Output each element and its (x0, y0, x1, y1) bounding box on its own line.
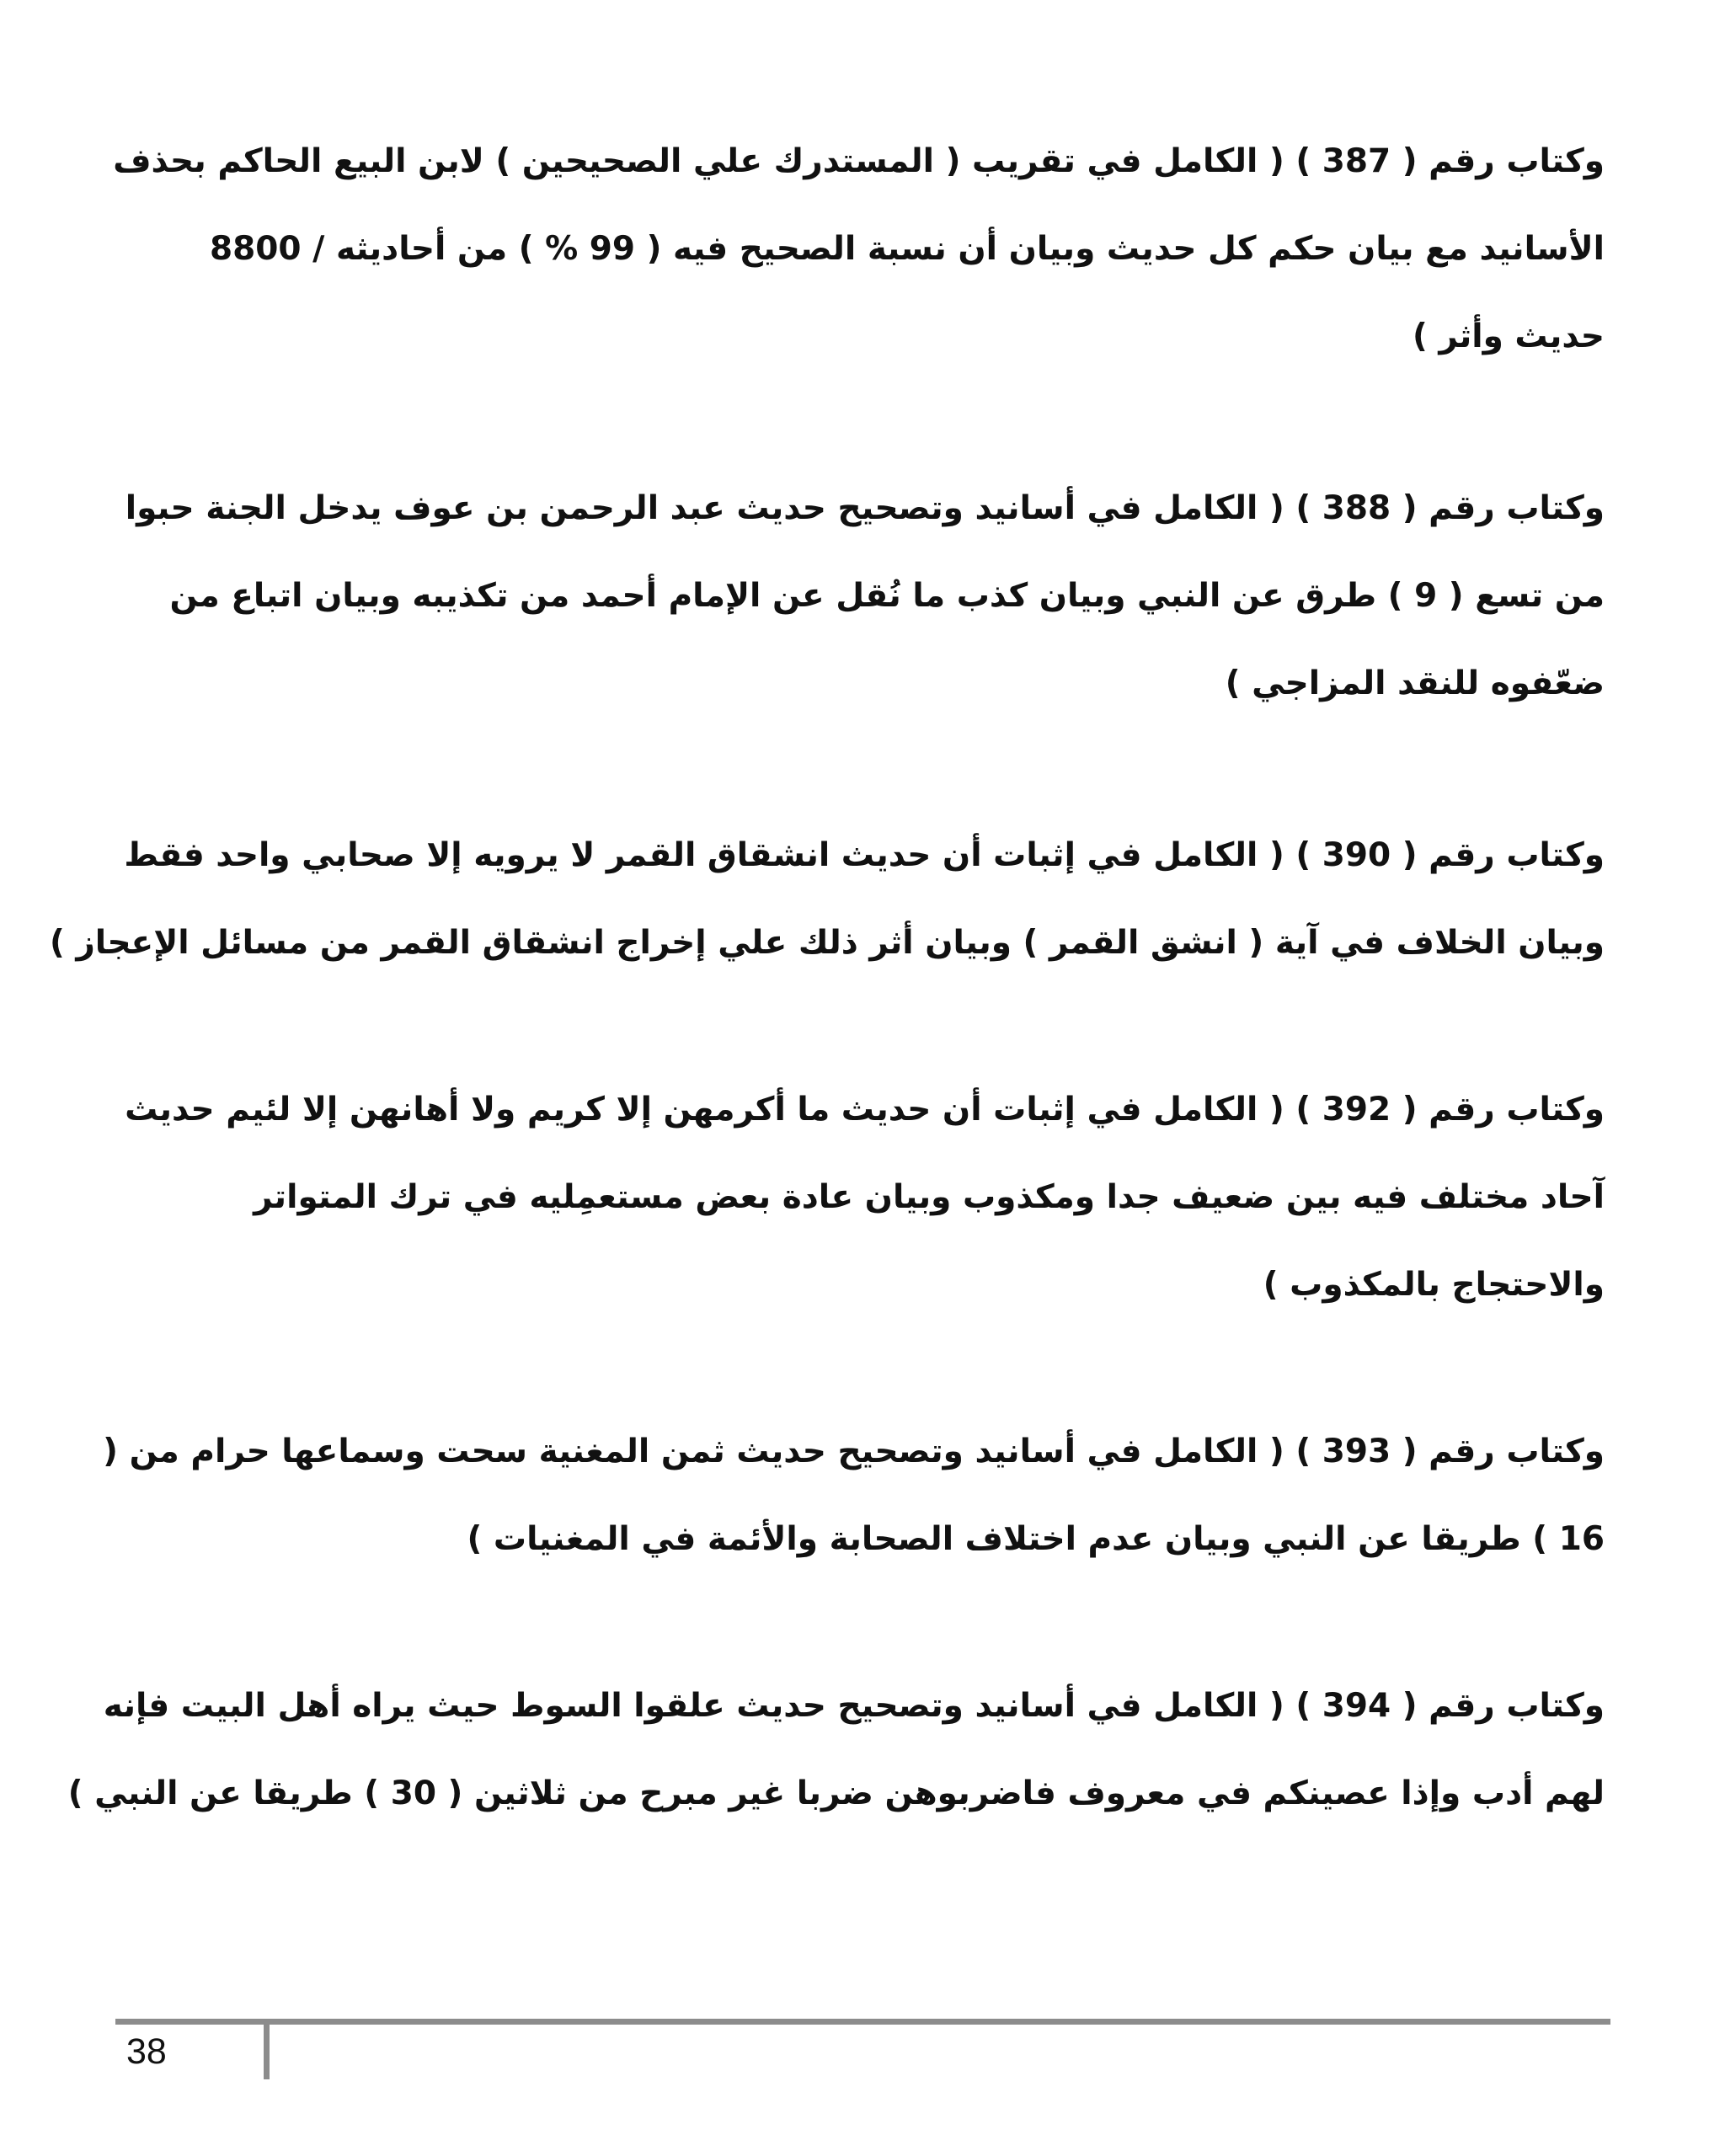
paragraph-spacer (139, 1583, 1605, 1662)
entry-line: وكتاب رقم ( 393 ) ( الكامل في أسانيد وتصحيح حديث ثمن المغنية سحت وسماعها حرام من ( (103, 1433, 1605, 1470)
book-entry-392 (125, 1066, 1605, 1329)
entry-line: وبيان الخلاف في آية ( انشق القمر ) وبيان أثر ذلك علي إخراج انشقاق القمر من مسائل الإعجاز ) (49, 924, 1605, 962)
entry-line: وكتاب رقم ( 388 ) ( الكامل في أسانيد وتصحيح حديث عبد الرحمن بن عوف يدخل الجنة حبوا (125, 489, 1605, 527)
page-number: 38 (126, 2031, 167, 2072)
book-entry-388 (125, 465, 1605, 728)
entry-line: الأسانيد مع بيان حكم كل حديث وبيان أن نسبة الصحيح فيه ( 99 % ) من أحاديثه / 8800 (210, 230, 1605, 268)
footer-rule (115, 2019, 1610, 2025)
paragraph-spacer (139, 728, 1605, 812)
entry-line: وكتاب رقم ( 392 ) ( الكامل في إثبات أن حديث ما أكرمهن إلا كريم ولا أهانهن إلا لئيم حديث (125, 1091, 1605, 1129)
paragraph-spacer (139, 381, 1605, 465)
entry-line: لهم أدب وإذا عصينكم في معروف فاضربوهن ضربا غير مبرح من ثلاثين ( 30 ) طريقا عن النبي ) (67, 1774, 1605, 1812)
footer-divider (264, 2025, 270, 2079)
entry-line: وكتاب رقم ( 394 ) ( الكامل في أسانيد وتصحيح حديث علقوا السوط حيث يراه أهل البيت فإنه (103, 1687, 1605, 1725)
entry-line: ضعّفوه للنقد المزاجي ) (1225, 664, 1605, 702)
entry-line: والاحتجاج بالمكذوب ) (1263, 1266, 1605, 1304)
book-entry-390 (49, 812, 1605, 987)
entry-line: 16 ) طريقا عن النبي وبيان عدم اختلاف الصحابة والأئمة في المغنيات ) (467, 1520, 1605, 1558)
entry-line: حديث وأثر ) (1412, 318, 1605, 355)
paragraph-spacer (139, 1329, 1605, 1408)
book-entry-393 (103, 1408, 1605, 1583)
book-entry-387 (113, 118, 1605, 381)
entry-line: من تسع ( 9 ) طرق عن النبي وبيان كذب ما نُقل عن الإمام أحمد من تكذيبه وبيان اتباع من (169, 577, 1605, 615)
paragraph-spacer (139, 987, 1605, 1066)
entry-line: وكتاب رقم ( 390 ) ( الكامل في إثبات أن حديث انشقاق القمر لا يرويه إلا صحابي واحد فقط (124, 836, 1605, 874)
book-entries-list (49, 118, 1605, 1838)
entry-line: آحاد مختلف فيه بين ضعيف جدا ومكذوب وبيان عادة بعض مستعمِليه في ترك المتواتر (254, 1178, 1605, 1216)
entry-line: وكتاب رقم ( 387 ) ( الكامل في تقريب ( المستدرك علي الصحيحين ) لابن البيع الحاكم بحذف (113, 142, 1605, 180)
book-entry-394 (67, 1662, 1605, 1838)
